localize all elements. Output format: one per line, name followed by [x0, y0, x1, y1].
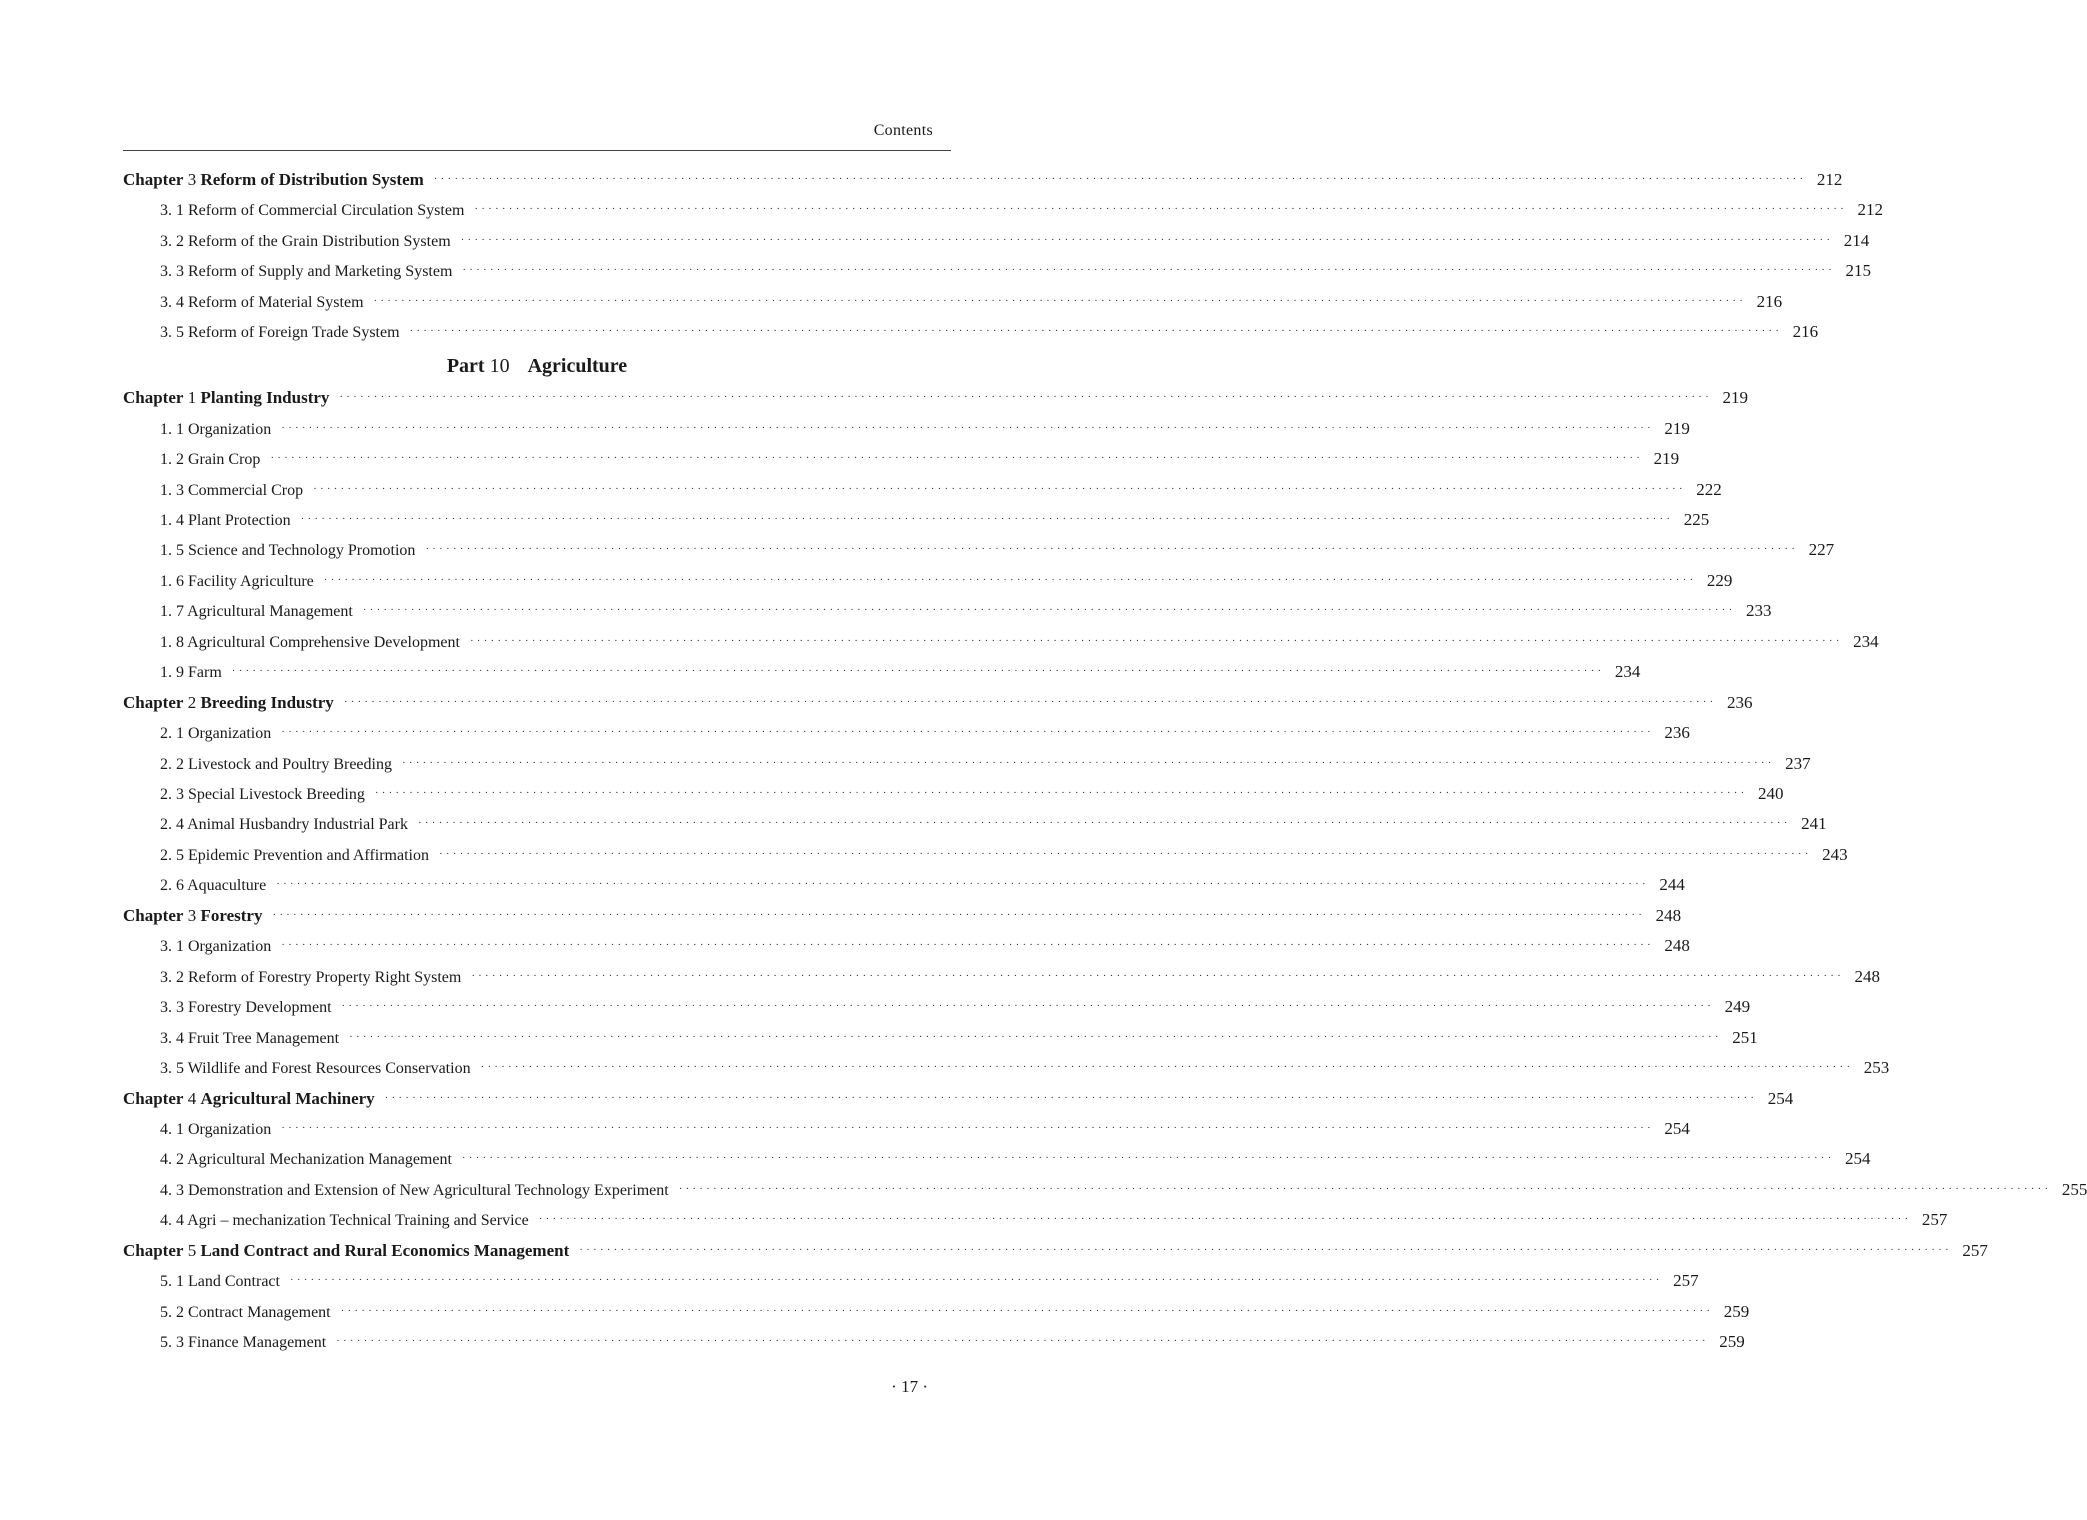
section-number: 2. 4	[160, 816, 184, 834]
part-title: Agriculture	[527, 354, 628, 377]
section-number: 1. 7	[160, 603, 184, 621]
toc-section-entry	[0, 1144, 1871, 1174]
section-number: 2. 6	[160, 877, 184, 895]
toc-section-entry	[0, 414, 1690, 444]
toc-section-entry	[0, 749, 1811, 779]
chapter-number: 3	[187, 170, 197, 189]
entry-title	[160, 536, 415, 566]
dot-leader: ········································································································································································································	[313, 482, 1686, 495]
part-number: 10	[489, 354, 510, 377]
toc-section-entry	[0, 1327, 1745, 1357]
dot-leader: ········································································································································································································	[538, 1213, 1912, 1226]
entry-title	[160, 567, 314, 597]
toc-section-entry	[0, 962, 1880, 992]
dot-leader: ········································································································································································································	[461, 1152, 1835, 1165]
running-head: Contents	[873, 122, 933, 139]
section-title: Aquaculture	[187, 877, 267, 895]
entry-title	[160, 1267, 280, 1297]
page-number: 259	[1719, 1332, 1745, 1352]
page-number: 237	[1785, 753, 1811, 773]
section-number: 1. 2	[160, 451, 184, 469]
entry-title	[160, 993, 332, 1023]
section-title: Plant Protection	[188, 511, 291, 529]
entry-title	[160, 1115, 271, 1145]
entry-title	[160, 196, 464, 226]
section-title: Reform of the Grain Distribution System	[188, 232, 451, 250]
section-title: Reform of Commercial Circulation System	[188, 202, 465, 220]
section-title: Reform of Supply and Marketing System	[188, 263, 453, 281]
chapter-title: Forestry	[200, 905, 263, 925]
entry-title	[160, 628, 460, 658]
toc-section-entry	[0, 256, 1872, 286]
section-number: 4. 1	[160, 1120, 184, 1138]
chapter-label: Chapter	[123, 1088, 184, 1108]
chapter-label: Chapter	[123, 388, 184, 408]
section-number: 1. 5	[160, 542, 184, 560]
toc-section-entry	[0, 317, 1819, 347]
section-title: Farm	[188, 664, 222, 682]
section-title: Organization	[188, 1120, 272, 1138]
section-number: 3. 5	[160, 324, 184, 342]
page-number: 248	[1664, 936, 1690, 956]
chapter-label: Chapter	[123, 1240, 184, 1260]
section-title: Organization	[188, 938, 272, 956]
dot-leader: ········································································································································································································	[270, 452, 1644, 465]
page-number: 225	[1683, 509, 1710, 529]
entry-title	[123, 1084, 375, 1114]
section-title: Epidemic Prevention and Affirmation	[188, 846, 429, 864]
dot-leader: ········································································································································································································	[425, 543, 1799, 556]
toc-section-entry	[0, 1205, 1948, 1235]
toc-section-entry	[0, 657, 1641, 687]
toc-chapter-entry	[0, 1084, 1794, 1114]
entry-title	[123, 165, 424, 195]
toc-section-entry	[0, 566, 1733, 596]
page-number: 236	[1664, 723, 1690, 743]
page-number: 215	[1845, 261, 1872, 281]
toc-section-entry	[0, 226, 1870, 256]
page-number: 234	[1614, 662, 1641, 682]
chapter-number: 5	[187, 1240, 197, 1260]
section-number: 3. 3	[160, 263, 184, 281]
entry-title	[160, 445, 260, 475]
chapter-label: Chapter	[123, 905, 184, 925]
section-title: Fruit Tree Management	[188, 1029, 340, 1047]
dot-leader: ········································································································································································································	[272, 908, 1646, 921]
page-number: 234	[1853, 631, 1879, 651]
page-number: 216	[1792, 322, 1819, 342]
dot-leader: ········································································································································································································	[401, 756, 1775, 769]
section-title: Organization	[188, 420, 272, 438]
section-title: Agricultural Mechanization Management	[187, 1151, 452, 1169]
section-number: 2. 5	[160, 846, 184, 864]
entry-title	[160, 810, 408, 840]
page-number: 254	[1845, 1149, 1871, 1169]
section-number: 3. 2	[160, 232, 184, 250]
section-title: Facility Agriculture	[188, 572, 314, 590]
toc-section-entry	[0, 195, 1884, 225]
dot-leader: ········································································································································································································	[281, 1121, 1654, 1134]
dot-leader: ········································································································································································································	[323, 573, 1697, 586]
toc-section-entry	[0, 1053, 1890, 1083]
dot-leader: ········································································································································································································	[474, 203, 1848, 216]
toc-section-entry	[0, 779, 1784, 809]
toc-section-entry	[0, 809, 1827, 839]
dot-leader: ········································································································································································································	[349, 1030, 1722, 1043]
dot-leader: ········································································································································································································	[341, 1000, 1715, 1013]
toc-section-entry	[0, 1114, 1690, 1144]
header-rule	[123, 150, 951, 151]
entry-title	[160, 780, 365, 810]
section-number: 1. 3	[160, 481, 184, 499]
dot-leader: ········································································································································································································	[678, 1182, 2052, 1195]
section-title: Organization	[188, 725, 272, 743]
page-number: 248	[1854, 966, 1880, 986]
page-folio: · 17 ·	[891, 1377, 928, 1396]
section-number: 4. 4	[160, 1212, 184, 1230]
section-title: Agricultural Management	[187, 603, 353, 621]
toc-section-entry	[0, 1175, 2087, 1205]
dot-leader: ········································································································································································································	[276, 878, 1649, 891]
page-number: 219	[1653, 449, 1680, 469]
chapter-title: Agricultural Machinery	[200, 1088, 375, 1108]
dot-leader: ········································································································································································································	[384, 1091, 1758, 1104]
page-number: 257	[1962, 1240, 1988, 1260]
section-title: Livestock and Poultry Breeding	[188, 755, 392, 773]
entry-title	[160, 288, 364, 318]
section-number: 3. 5	[160, 1060, 184, 1078]
page-number: 229	[1706, 570, 1733, 590]
page-number: 244	[1659, 875, 1685, 895]
toc-chapter-entry	[0, 901, 1682, 931]
entry-title	[160, 1328, 326, 1358]
section-title: Agricultural Comprehensive Development	[187, 633, 460, 651]
entry-title	[123, 901, 262, 931]
section-number: 4. 2	[160, 1151, 184, 1169]
page-number: 254	[1664, 1118, 1690, 1138]
entry-title	[160, 1298, 331, 1328]
toc-chapter-entry	[0, 688, 1753, 718]
section-number: 5. 1	[160, 1273, 184, 1291]
chapter-title: Breeding Industry	[200, 692, 334, 712]
section-title: Forestry Development	[188, 999, 332, 1017]
page-number: 222	[1696, 479, 1722, 499]
section-title: Science and Technology Promotion	[188, 542, 416, 560]
dot-leader: ········································································································································································································	[579, 1243, 1952, 1256]
dot-leader: ········································································································································································································	[336, 1335, 1709, 1348]
section-number: 1. 9	[160, 664, 184, 682]
chapter-title: Planting Industry	[200, 388, 330, 408]
page-number: 249	[1724, 997, 1751, 1017]
toc-section-entry	[0, 1266, 1699, 1296]
toc-section-entry	[0, 535, 1835, 565]
page-number: 253	[1863, 1058, 1890, 1078]
page-number: 212	[1857, 200, 1884, 220]
dot-leader: ········································································································································································································	[231, 665, 1605, 678]
section-title: Commercial Crop	[188, 481, 304, 499]
entry-title	[123, 383, 329, 413]
toc-chapter-entry	[0, 1236, 1988, 1266]
page-number: 227	[1808, 540, 1835, 560]
section-number: 5. 2	[160, 1303, 184, 1321]
entry-title	[123, 688, 334, 718]
toc-section-entry	[0, 718, 1690, 748]
entry-title	[160, 415, 271, 445]
dot-leader: ········································································································································································································	[469, 634, 1843, 647]
chapter-number: 1	[187, 388, 197, 408]
dot-leader: ········································································································································································································	[289, 1274, 1663, 1287]
section-number: 1. 4	[160, 511, 184, 529]
section-number: 5. 3	[160, 1334, 184, 1352]
dot-leader: ········································································································································································································	[373, 294, 1747, 307]
chapter-label: Chapter	[123, 692, 184, 712]
section-number: 2. 3	[160, 786, 184, 803]
section-title: Reform of Material System	[188, 293, 364, 311]
dot-leader: ········································································································································································································	[339, 391, 1713, 404]
chapter-number: 2	[187, 692, 197, 712]
page-number: 216	[1756, 291, 1783, 311]
section-title: Contract Management	[188, 1303, 331, 1321]
entry-title	[160, 1145, 452, 1175]
toc-section-entry	[0, 505, 1710, 535]
entry-title	[160, 658, 222, 688]
dot-leader: ········································································································································································································	[417, 817, 1791, 830]
section-title: Land Contract	[188, 1273, 280, 1291]
section-title: Finance Management	[188, 1334, 327, 1352]
entry-title	[160, 257, 452, 287]
dot-leader: ········································································································································································································	[281, 421, 1654, 434]
toc-chapter-entry	[0, 165, 1843, 195]
section-number: 3. 2	[160, 968, 184, 986]
page-number: 214	[1843, 230, 1870, 250]
page-number: 257	[1673, 1271, 1699, 1291]
entry-title	[160, 1054, 471, 1084]
section-number: 3. 4	[160, 293, 184, 311]
dot-leader: ········································································································································································································	[340, 1304, 1714, 1317]
page-number: 219	[1722, 388, 1749, 408]
section-number: 3. 4	[160, 1029, 184, 1047]
section-number: 3. 1	[160, 938, 184, 956]
toc-chapter-entry	[0, 383, 1749, 413]
toc-section-entry	[0, 627, 1879, 657]
part-heading	[0, 349, 1074, 383]
page-number: 251	[1732, 1027, 1758, 1047]
entry-title	[160, 506, 291, 536]
section-title: Reform of Foreign Trade System	[188, 324, 400, 342]
dot-leader: ········································································································································································································	[281, 939, 1654, 952]
page-number: 243	[1822, 844, 1848, 864]
toc-section-entry	[0, 931, 1690, 961]
section-number: 2. 1	[160, 725, 184, 743]
toc-section-entry	[0, 444, 1680, 474]
entry-title	[160, 719, 271, 749]
page-number: 219	[1664, 418, 1690, 438]
entry-title	[160, 597, 353, 627]
chapter-title: Reform of Distribution System	[200, 170, 424, 189]
chapter-label: Chapter	[123, 170, 184, 189]
section-number: 4. 3	[160, 1181, 184, 1199]
page-number: 236	[1726, 692, 1753, 712]
toc-section-entry	[0, 1297, 1750, 1327]
page-number: 241	[1801, 814, 1827, 834]
dot-leader: ········································································································································································································	[409, 325, 1783, 338]
section-number: 1. 1	[160, 420, 184, 438]
section-number: 3. 3	[160, 999, 184, 1017]
dot-leader: ········································································································································································································	[433, 173, 1807, 185]
section-number: 2. 2	[160, 755, 184, 773]
part-label: Part	[446, 354, 485, 377]
section-title: Animal Husbandry Industrial Park	[187, 816, 408, 834]
entry-title	[160, 476, 303, 506]
section-number: 1. 6	[160, 572, 184, 590]
chapter-title: Land Contract and Rural Economics Management	[200, 1240, 570, 1260]
section-number: 1. 8	[160, 633, 184, 651]
section-title: Special Livestock Breeding	[188, 786, 365, 803]
dot-leader: ········································································································································································································	[343, 695, 1717, 708]
toc-section-entry	[0, 475, 1722, 505]
entry-title	[160, 750, 392, 780]
section-title: Agri – mechanization Technical Training and Service	[187, 1212, 529, 1230]
page-number: 259	[1723, 1301, 1750, 1321]
entry-title	[160, 963, 461, 993]
page-number: 212	[1816, 170, 1843, 189]
page-number: 257	[1921, 1210, 1948, 1230]
page-number: 254	[1767, 1088, 1794, 1108]
dot-leader: ········································································································································································································	[281, 726, 1654, 739]
section-title: Wildlife and Forest Resources Conservation	[187, 1060, 471, 1078]
page-number: 233	[1745, 601, 1772, 621]
entry-title	[160, 227, 451, 257]
chapter-number: 3	[187, 905, 197, 925]
entry-title	[160, 318, 400, 348]
toc-section-entry	[0, 596, 1772, 626]
section-number: 3. 1	[160, 202, 184, 220]
dot-leader: ········································································································································································································	[462, 264, 1836, 277]
toc-section-entry	[0, 992, 1751, 1022]
dot-leader: ········································································································································································································	[460, 233, 1834, 246]
entry-title	[123, 1236, 569, 1266]
section-title: Reform of Forestry Property Right System	[188, 968, 462, 986]
dot-leader: ········································································································································································································	[438, 847, 1812, 860]
dot-leader: ········································································································································································································	[300, 512, 1674, 525]
section-title: Grain Crop	[188, 451, 261, 469]
section-title: Demonstration and Extension of New Agricultural Technology Experiment	[188, 1181, 669, 1199]
entry-title	[160, 1176, 669, 1206]
toc-section-entry	[0, 870, 1685, 900]
dot-leader: ········································································································································································································	[374, 787, 1748, 799]
dot-leader: ········································································································································································································	[362, 604, 1736, 617]
chapter-number: 4	[187, 1088, 197, 1108]
dot-leader: ········································································································································································································	[471, 969, 1844, 982]
page-number: 248	[1655, 905, 1682, 925]
toc-section-entry	[0, 287, 1783, 317]
page-number: 240	[1757, 784, 1784, 803]
entry-title	[160, 1206, 529, 1236]
dot-leader: ········································································································································································································	[480, 1061, 1854, 1074]
entry-title	[160, 841, 429, 871]
entry-title	[160, 871, 266, 901]
toc-section-entry	[0, 840, 1848, 870]
entry-title	[160, 1024, 339, 1054]
entry-title	[160, 932, 271, 962]
toc-section-entry	[0, 1023, 1758, 1053]
page-number: 255	[2061, 1179, 2087, 1199]
